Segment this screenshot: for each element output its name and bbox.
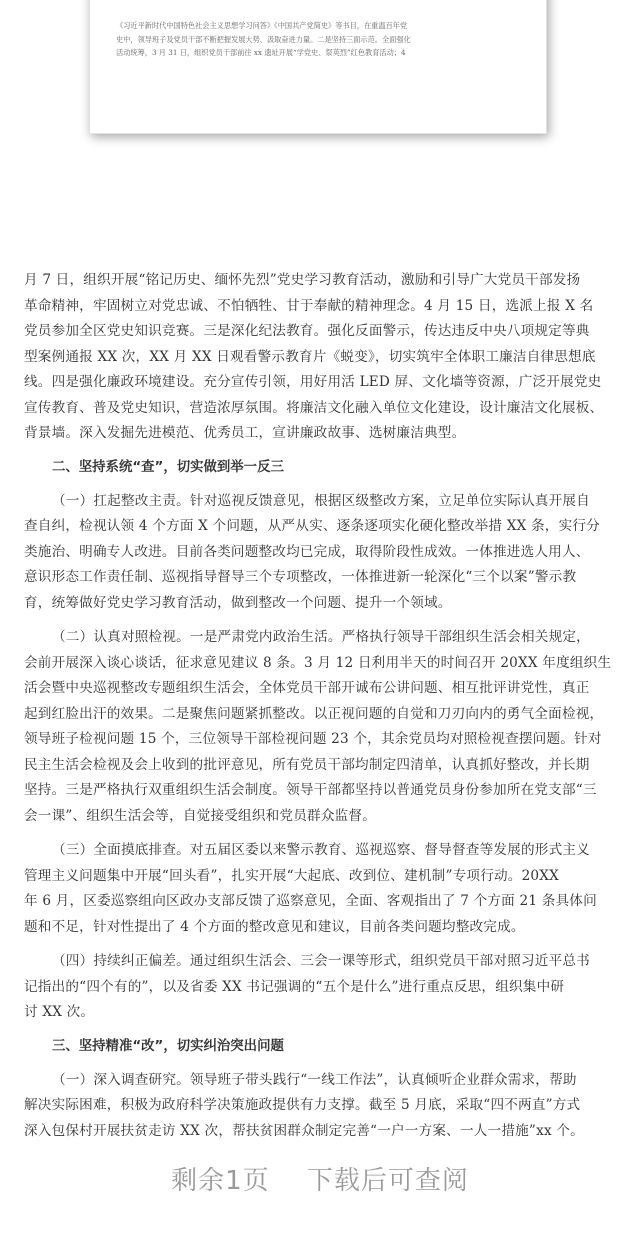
text-line: 领导班子检视问题 15 个，三位领导干部检视问题 23 个，其余党员均对照检视查摆问题。针对 — [24, 731, 602, 747]
text-line: 育，统筹做好党史学习教育活动，做到整改一个问题、提升一个领域。 — [24, 594, 452, 611]
text-line: 起到红脸出汗的效果。二是聚焦问题紧抓整改。以正视问题的自觉和刀刃向内的勇气全面检视， — [24, 705, 604, 722]
text-line: 月 7 日，组织开展“铭记历史、缅怀先烈”党史学习教育活动，激励和引导广大党员干部发扬 — [24, 272, 581, 288]
preview-text — [116, 19, 520, 60]
section-heading: 三、坚持精准“改”，切实纠治突出问题 — [52, 1038, 284, 1054]
remaining-pages-label: 剩余1页 — [171, 1166, 270, 1196]
preview-line: 史中，领导班子及党员干部不断把握发展大势、汲取奋进力量。二是坚持三面示范。全面强化 — [116, 34, 411, 44]
paragraph — [24, 949, 618, 1026]
text-line: 讨 XX 次。 — [24, 1004, 95, 1020]
section-heading: 二、坚持系统“查”，切实做到举一反三 — [52, 459, 284, 475]
text-line: 民主生活会检视及会上收到的批评意见，所有党员干部均制定四清单，认真抓好整改，并长期 — [24, 756, 590, 773]
text-line: 线。四是强化廉政环境建设。充分宣传引领，用好用活 LED 屏、文化墙等资源，广泛开展党史 — [24, 374, 602, 390]
paragraph — [24, 268, 618, 447]
preview-line: 《习近平新时代中国特色社会主义思想学习问答》《中国共产党简史》等书目，在重温百年党 — [116, 21, 408, 30]
text-line: 型案例通报 XX 次，XX 月 XX 日观看警示教育片《蜕变》，切实筑牢全体职工廉洁自律思想底 — [24, 348, 596, 365]
paragraph — [24, 1068, 618, 1145]
text-line: 活会暨中央巡视整改专题组织生活会，全体党员干部开诚布公讲问题、相互批评讲党性，真正 — [24, 680, 590, 696]
paragraph — [24, 489, 618, 617]
text-line: 党员参加全区党史知识竞赛。三是深化纪法教育。强化反面警示，传达违反中央八项规定等典 — [24, 323, 590, 339]
text-line: 会前开展深入谈心谈话，征求意见建议 8 条。3 月 12 日利用半天的时间召开 20XX 年度组织生 — [24, 654, 612, 671]
text-line: 宣传教育、普及党史知识，营造浓厚氛围。将廉洁文化融入单位文化建设，设计廉洁文化展板、 — [24, 399, 604, 416]
text-line: 革命精神，牢固树立对党忠诚、不怕牺牲、甘于奉献的精神理念。4 月 15 日，选派上报 X 名 — [24, 297, 594, 314]
text-line: （一）深入调查研究。领导班子带头践行“一线工作法”，认真倾听企业群众需求，帮助 — [52, 1071, 577, 1088]
text-line: 年 6 月，区委巡察组向区政办支部反馈了巡察意见，全面、客观指出了 7 个方面 21 条具体问 — [24, 893, 597, 909]
text-line: 深入包保村开展扶贫走访 XX 次，帮扶贫困群众制定完善“一户一方案、一人一措施”xx 个。 — [24, 1122, 584, 1139]
download-to-read-label: 下载后可查阅 — [306, 1166, 469, 1196]
text-line: （三）全面摸底排查。对五届区委以来警示教育、巡视巡察、督导督查等发展的形式主义 — [52, 842, 590, 858]
text-line: （一）扛起整改主责。针对巡视反馈意见，根据区级整改方案，立足单位实际认真开展自 — [52, 492, 590, 509]
text-line: （二）认真对照检视。一是严肃党内政治生活。严格执行领导干部组织生活会相关规定， — [52, 629, 590, 645]
text-line: 背景墙。深入发掘先进模范、优秀员工，宣讲廉政故事、选树廉洁典型。 — [24, 425, 466, 441]
paragraph — [24, 625, 618, 829]
text-line: 意识形态工作责任制、巡视指导督导三个专项整改，一体推进新一轮深化“三个以案”警示教 — [24, 569, 577, 585]
text-line: 坚持。三是严格执行双重组织生活会制度。领导干部都坚持以普通党员身份参加所在党支部“三 — [24, 782, 597, 798]
text-line: 管理主义问题集中开展“回头看”，扎实开展“大起底、改到位、建机制”专项行动。20XX — [24, 867, 560, 884]
text-line: 解决实际困难，积极为政府科学决策施政提供有力支撑。截至 5 月底，采取“四不两直”方式 — [24, 1097, 581, 1113]
page-preview-card — [89, 0, 547, 134]
document-body — [24, 268, 618, 1144]
text-line: 会一课”、组织生活会等，自觉接受组织和党员群众监督。 — [24, 807, 376, 824]
text-line: 类施治、明确专人改进。目前各类问题整改均已完成，取得阶段性成效。一体推进选人用人、 — [24, 543, 590, 560]
text-line: 查自纠，检视认领 4 个方面 X 个问题，从严从实、逐条逐项实化硬化整改举措 XX 条，实行分 — [24, 518, 600, 534]
text-line: （四）持续纠正偏差。通过组织生活会、三会一课等形式，组织党员干部对照习近平总书 — [52, 953, 590, 969]
download-prompt[interactable] — [0, 1160, 640, 1197]
text-line: 记指出的“四个有的”，以及省委 XX 书记强调的“五个是什么”进行重点反思，组织集中研 — [24, 978, 565, 995]
preview-line: 活动统筹，3 月 31 日，组织党员干部前往 xx 遗址开展“学党史、祭英烈”红色教育活动；4 — [116, 48, 406, 57]
paragraph — [24, 838, 618, 940]
text-line: 题和不足，针对性提出了 4 个方面的整改意见和建议，目前各类问题均整改完成。 — [24, 918, 525, 935]
